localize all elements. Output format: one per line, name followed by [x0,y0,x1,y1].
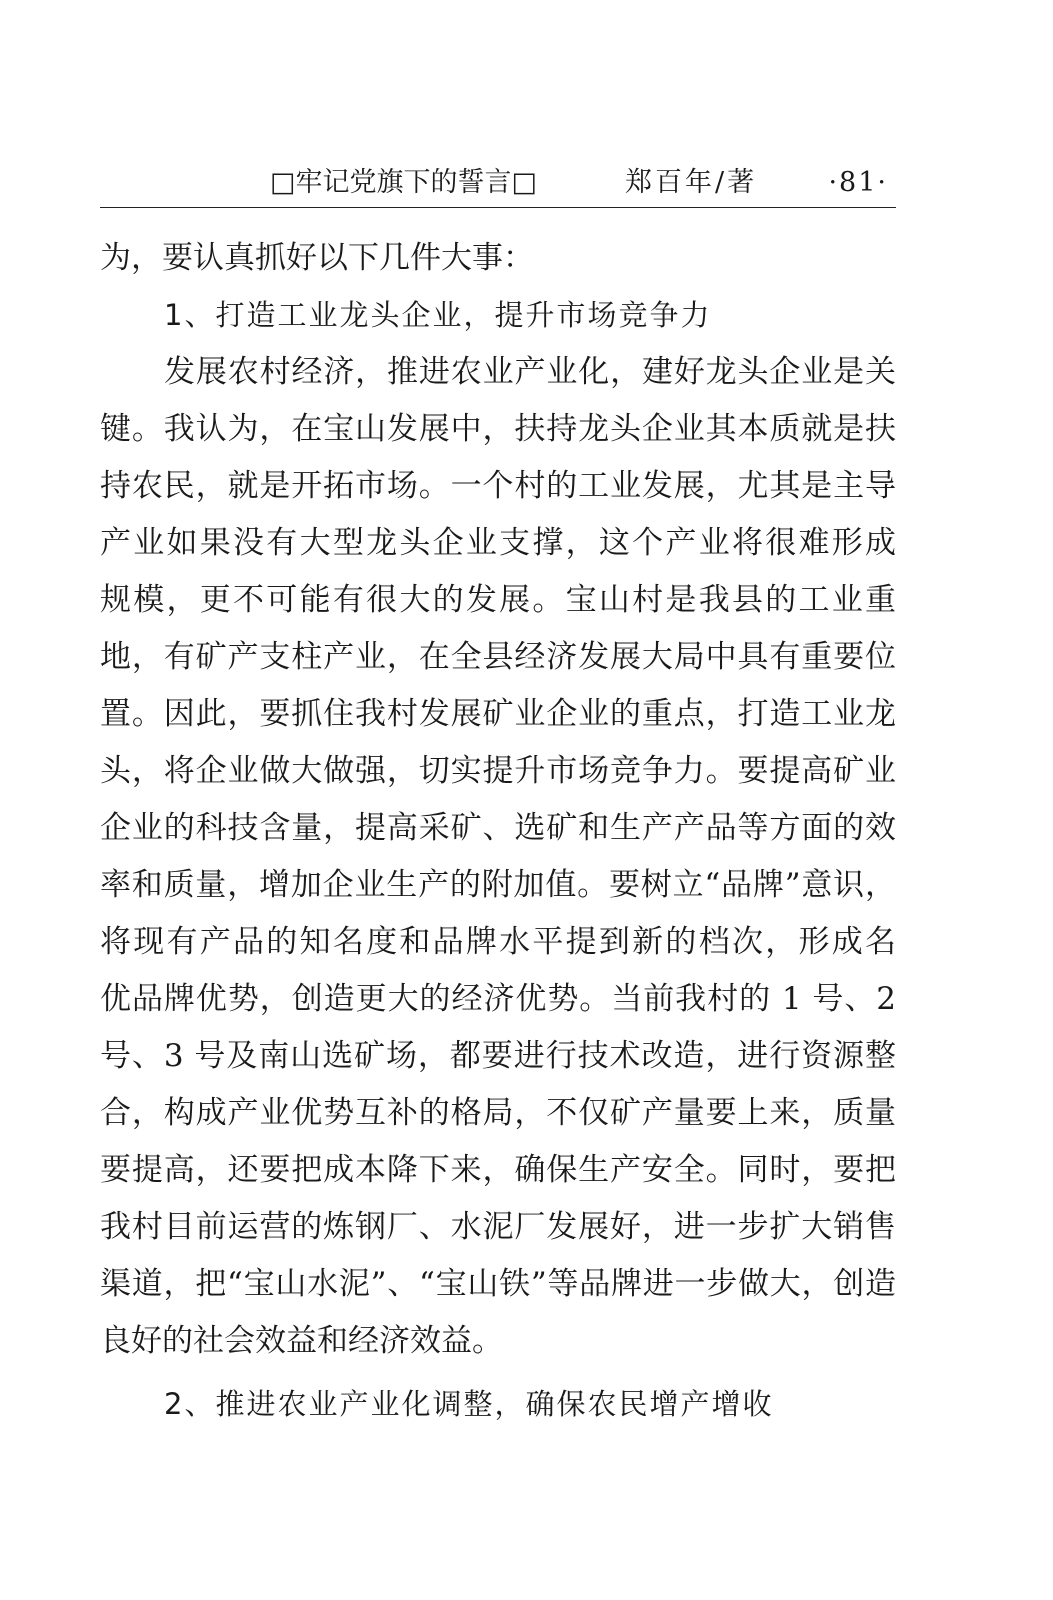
text-line: 渠道，把“宝山水泥”、“宝山铁”等品牌进一步做大，创造 [100,1266,896,1302]
text-line: 地，有矿产支柱产业，在全县经济发展大局中具有重要位 [100,639,896,675]
book-title: □牢记党旗下的誓言□ [270,167,538,198]
text-line: 要提高，还要把成本降下来，确保生产安全。同时，要把 [100,1152,896,1188]
header-rule [100,207,896,208]
text-line: 持农民，就是开拓市场。一个村的工业发展，尤其是主导 [100,468,896,504]
text-line: 将现有产品的知名度和品牌水平提到新的档次，形成名 [100,924,896,960]
text-line: 优品牌优势，创造更大的经济优势。当前我村的 1 号、2 [100,981,896,1017]
text-line: 规模，更不可能有很大的发展。宝山村是我县的工业重 [100,582,896,618]
section-heading-2: 2、推进农业产业化调整，确保农民增产增收 [164,1387,774,1421]
text-line: 头，将企业做大做强，切实提升市场竞争力。要提高矿业 [100,753,896,789]
text-line: 发展农村经济，推进农业产业化，建好龙头企业是关 [164,354,896,390]
text-line: 我村目前运营的炼钢厂、水泥厂发展好，进一步扩大销售 [100,1209,896,1245]
section-heading-1: 1、打造工业龙头企业，提升市场竞争力 [164,298,712,332]
text-line: 号、3 号及南山选矿场，都要进行技术改造，进行资源整 [100,1038,896,1074]
text-line: 良好的社会效益和经济效益。 [100,1323,503,1359]
body-text [100,230,896,1433]
running-header [100,163,896,203]
text-line: 合，构成产业优势互补的格局，不仅矿产量要上来，质量 [100,1095,896,1131]
text-line: 产业如果没有大型龙头企业支撑，这个产业将很难形成 [100,525,896,561]
text-line: 企业的科技含量，提高采矿、选矿和生产产品等方面的效 [100,810,896,846]
page-number: ·81· [828,167,888,198]
author-credit: 郑百年/著 [625,167,758,198]
text-line: 率和质量，增加企业生产的附加值。要树立“品牌”意识， [100,867,896,903]
text-line: 为，要认真抓好以下几件大事： [100,240,534,276]
text-line: 键。我认为，在宝山发展中，扶持龙头企业其本质就是扶 [100,411,896,447]
text-line: 置。因此，要抓住我村发展矿业企业的重点，打造工业龙 [100,696,896,732]
